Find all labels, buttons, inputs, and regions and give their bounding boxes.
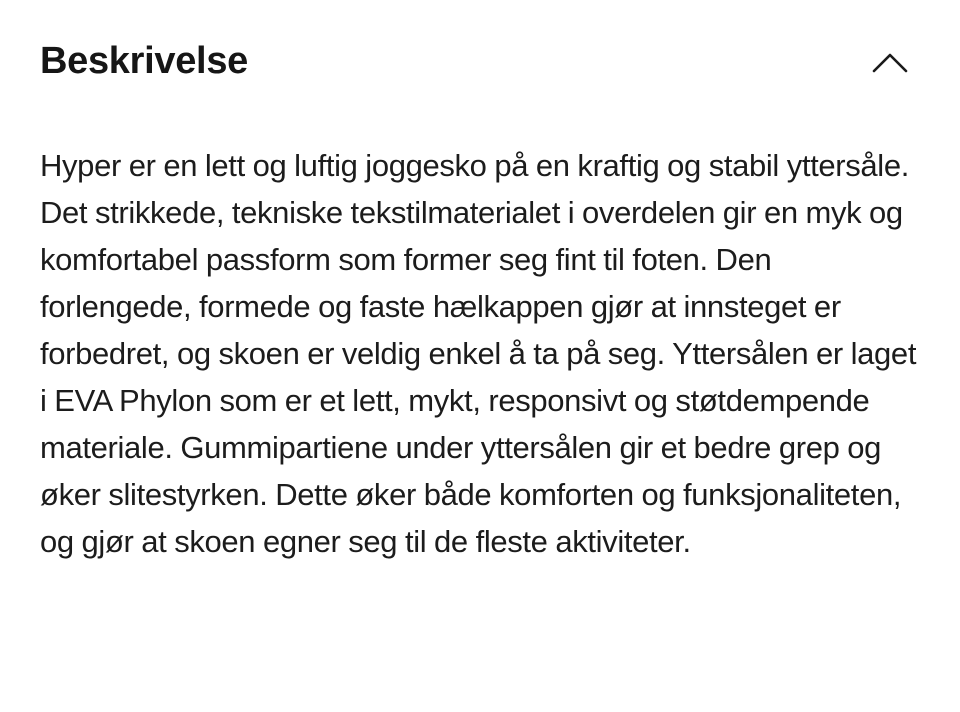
description-text: Hyper er en lett og luftig joggesko på en kraftig og stabil yttersåle. Det strikkede, tekniske tekstilmaterialet i overdelen gir en myk og komfortabel passform som former seg fint til foten. Den forlengede, formede og faste hælkappen gjør at innsteget er forbedret, og skoen er veldig enkel å ta på seg. Yttersålen er laget i EVA Phylon som er et lett, mykt, responsivt og støtdempende materiale. Gummipartiene under yttersålen gir et bedre grep og øker slitestyrken. Dette øker både komforten og funksjonaliteten, og gjør at skoen egner seg til de fleste aktiviteter. — [40, 148, 917, 559]
chevron-up-icon[interactable] — [868, 44, 912, 80]
accordion-header[interactable] — [0, 0, 960, 120]
accordion-title: Beskrivelse — [40, 40, 248, 82]
